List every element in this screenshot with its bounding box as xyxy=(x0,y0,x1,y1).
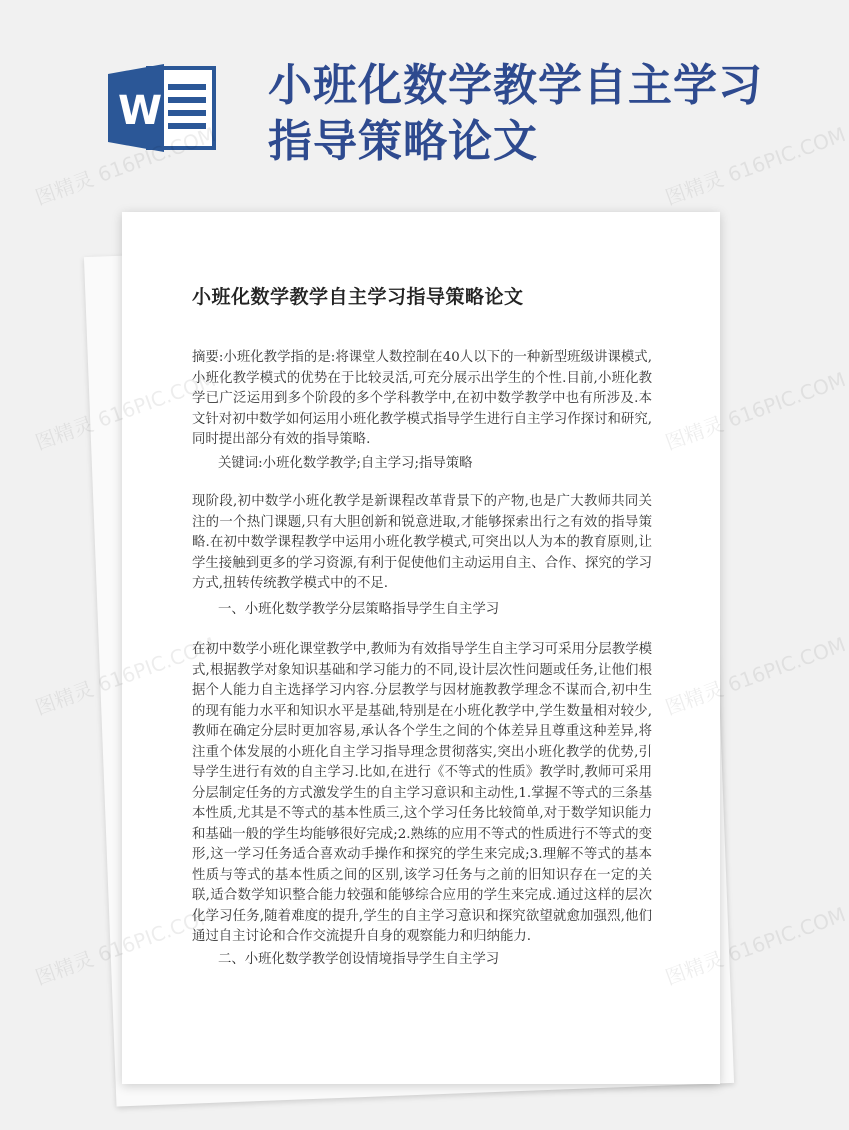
section2-heading: 二、小班化数学教学创设情境指导学生自主学习 xyxy=(218,952,500,967)
watermark: 图精灵 616PIC.COM xyxy=(32,122,219,210)
page-title: 小班化数学教学自主学习指导策略论文 xyxy=(268,60,763,167)
intro-paragraph: 现阶段,初中数学小班化教学是新课程改革背景下的产物,也是广大教师共同关注的一个热门课题,只有大胆创新和锐意进取,才能够探索出行之有效的指导策略.在初中数学课程教学中运用小班化教学模式,可突出以人为本的教育原则,让学生接触到更多的学习资源,有利于促使他们主动运用自主、合作、探究的学习方式,扭转传统教学模式中的不足. xyxy=(192,494,652,591)
watermark: 图精灵 616PIC.COM xyxy=(662,632,849,720)
document-page xyxy=(122,212,720,1084)
watermark: 图精灵 616PIC.COM xyxy=(662,902,849,990)
word-document-icon xyxy=(108,62,218,154)
word-logo-letter: W xyxy=(118,88,163,134)
abstract-paragraph: 摘要:小班化教学指的是:将课堂人数控制在40人以下的一种新型班级讲课模式,小班化教学模式的优势在于比较灵活,可充分展示出学生的个性.目前,小班化教学已广泛运用到多个阶段的多个学科教学中,在初中数学教学中也有所涉及.本文针对初中数学如何运用小班化教学模式指导学生进行自主学习作探讨和研究,同时提出部分有效的指导策略. xyxy=(192,350,652,447)
watermark: 图精灵 616PIC.COM xyxy=(662,367,849,455)
watermark: 图精灵 xyxy=(32,411,97,455)
watermark: 图精灵 xyxy=(32,946,97,990)
section1-heading: 一、小班化数学教学分层策略指导学生自主学习 xyxy=(218,602,500,617)
section1-paragraph: 在初中数学小班化课堂教学中,教师为有效指导学生自主学习可采用分层教学模式,根据教学对象知识基础和学习能力的不同,设计层次性问题或任务,让他们根据个人能力自主选择学习内容.分层教学与因材施教教学理念不谋而合,初中生的现有能力水平和知识水平是基础,特别是在小班化教学中,学生数量相对较少,教师在确定分层时更加容易,承认各个学生之间的个体差异且尊重这种差异,将注重个体发展的小班化自主学习指导理念贯彻落实,突出小班化教学的优势,引导学生进行有效的自主学习.比如,在进行《不等式的性质》教学时,教师可采用分层制定任务的方式激发学生的自主学习意识和主动性,1.掌握不等式的三条基本性质,尤其是不等式的基本性质三,这个学习任务比较简单,对于数学知识能力和基础一般的学生均能够很好完成;2.熟练的应用不等式的性质进行不等式的变形,这一学习任务适合喜欢动手操作和探究的学生来完成;3.理解不等式的基本性质与等式的基本性质之间的区别,该学习任务与之前的旧知识存在一定的关联,适合数学知识整合能力较强和能够综合应用的学生来完成.通过这样的层次化学习任务,随着难度的提升,学生的自主学习意识和探究欲望就愈加强烈,他们通过自主讨论和合作交流提升自身的观察能力和归纳能力. xyxy=(192,642,652,944)
document-title: 小班化数学教学自主学习指导策略论文 xyxy=(192,286,524,308)
watermark: 图精灵 616PIC.COM xyxy=(662,122,849,210)
keywords-line: 关键词:小班化数学教学;自主学习;指导策略 xyxy=(218,456,473,471)
watermark: 图精灵 xyxy=(32,676,97,720)
